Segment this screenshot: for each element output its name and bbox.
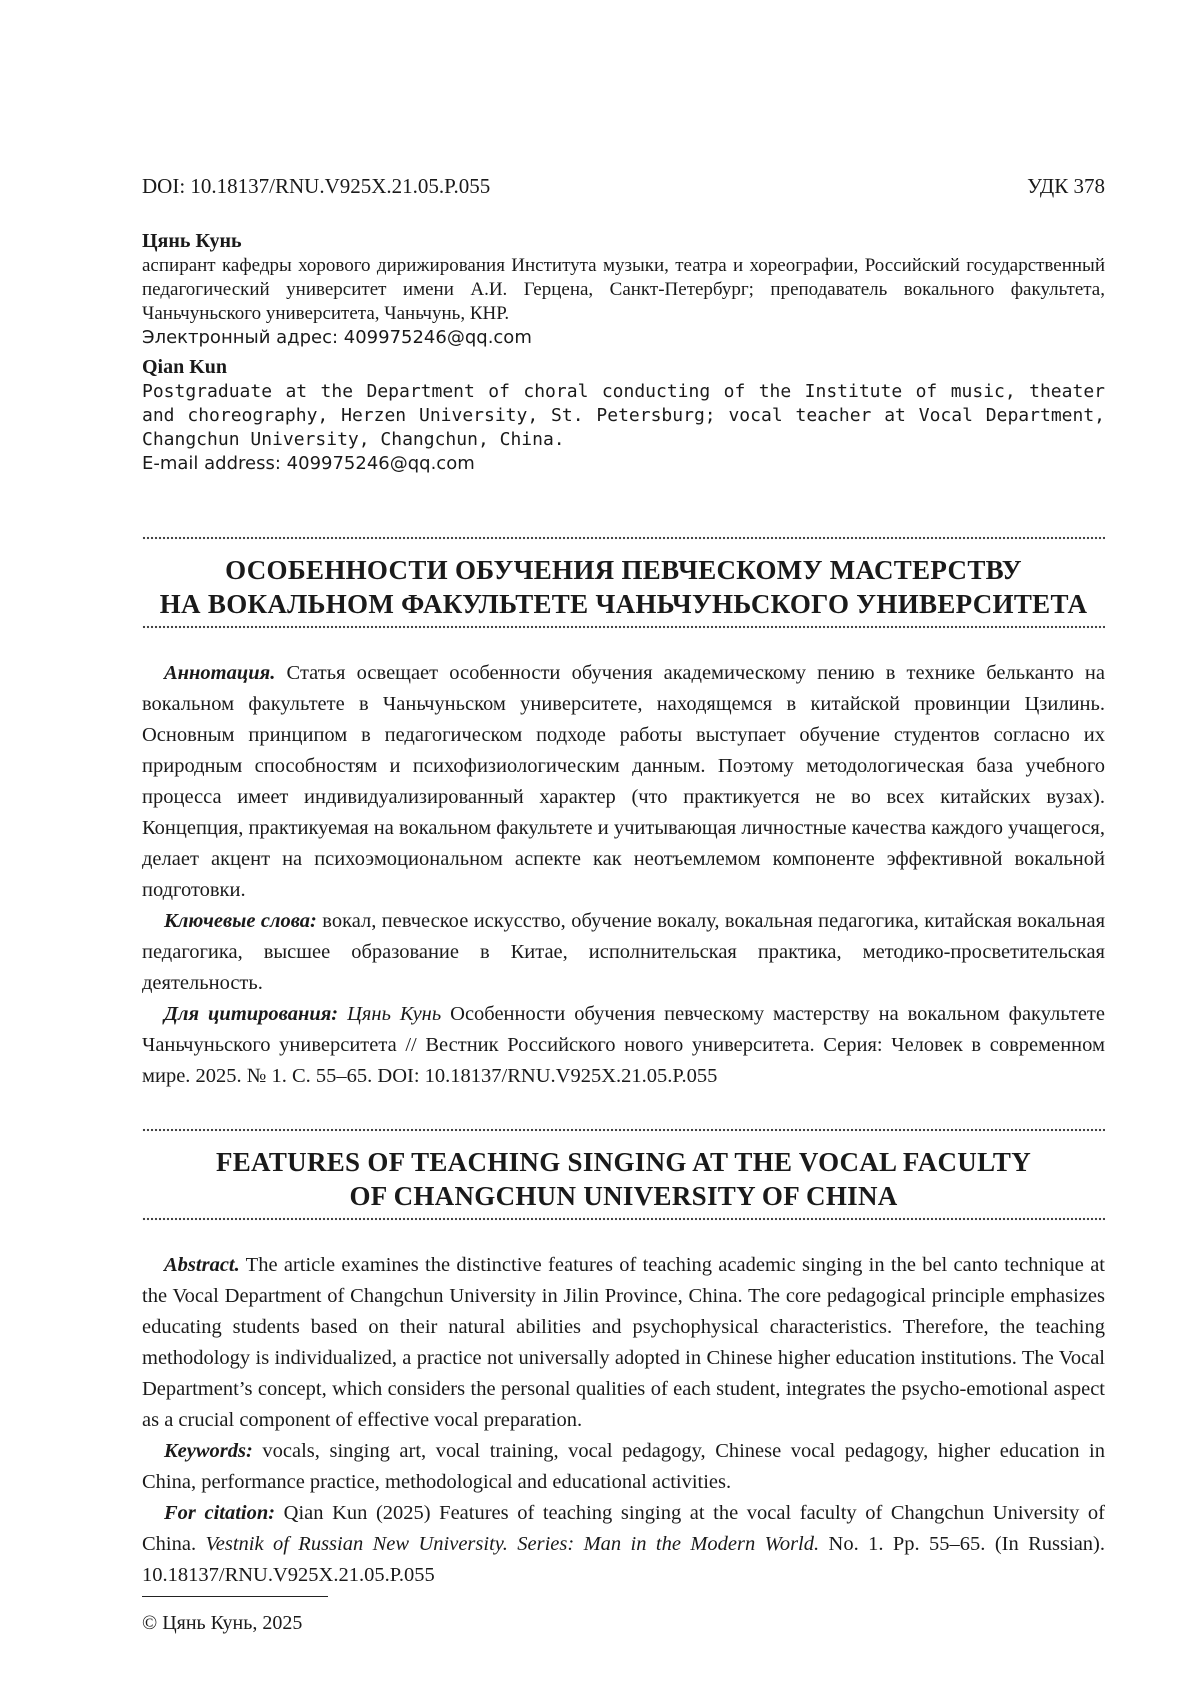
copyright-footnote: © Цянь Кунь, 2025 — [142, 1612, 303, 1634]
author-email-en: E-mail address: 409975246@qq.com — [142, 453, 475, 474]
title-en — [142, 1145, 1105, 1213]
author-name-ru: Цянь Кунь — [142, 230, 242, 252]
divider-rule — [142, 1217, 1105, 1224]
citation-label-en: For citation: — [164, 1502, 276, 1524]
footnote-rule — [142, 1596, 328, 1597]
author-ru — [142, 228, 1105, 350]
abstract-en — [142, 1250, 1105, 1436]
keywords-en — [142, 1436, 1105, 1498]
title-en-line1: FEATURES OF TEACHING SINGING AT THE VOCAL FACULTY — [215, 1147, 1032, 1177]
abstract-text-ru: Статья освещает особенности обучения академическому пению в технике бельканто на вокальном факультете в Чаньчуньском университете, находящемся в китайской провинции Цзилинь. Основным принципом в педагогическом подходе работы выступает обучение студентов согласно их природным способностям и психофизиологическим данным. Поэтому методологическая база учебного процесса имеет индивидуализированный характер (что практикуется не во всех китайских вузах). Концепция, практикуемая на вокальном факультете и учитывающая личностные качества каждого учащегося, делает акцент на психоэмоциональном аспекте как неотъемлемом компоненте эффективной вокальной подготовки. — [142, 662, 1105, 901]
keywords-label-ru: Ключевые слова: — [164, 910, 317, 932]
title-en-line2: OF CHANGCHUN UNIVERSITY OF CHINA — [349, 1181, 898, 1211]
citation-text-en-2: No. 1. Pp. 55–65. (In Russian). 10.18137/RNU.V925X.21.05.P.055 — [142, 1533, 1106, 1586]
abstract-text-en: The article examines the distinctive features of teaching academic singing in the bel canto technique at the Vocal Department of Changchun University in Jilin Province, China. The core pedagogical principle emphasizes educating students based on their natural abilities and psychophysical characteristics. Therefore, the teaching methodology is individualized, a practice not universally adopted in Chinese higher education institutions. The Vocal Department’s concept, which considers the personal qualities of each student, integrates the psycho-emotional aspect as a crucial component of effective vocal preparation. — [142, 1254, 1105, 1431]
author-affiliation-en: Postgraduate at the Department of choral conducting of the Institute of music, theater and choreography, Herzen University, St. Petersburg; vocal teacher at Vocal Department, Changchun University, Changchun, China. — [142, 381, 1105, 450]
keywords-label-en: Keywords: — [164, 1440, 253, 1462]
author-email-ru: Электронный адрес: 409975246@qq.com — [142, 327, 532, 348]
title-ru-line1: ОСОБЕННОСТИ ОБУЧЕНИЯ ПЕВЧЕСКОМУ МАСТЕРСТВУ — [225, 555, 1022, 585]
divider-rule — [142, 536, 1105, 543]
author-info — [142, 228, 1105, 476]
keywords-text-en: vocals, singing art, vocal training, vocal pedagogy, Chinese vocal pedagogy, higher education in China, performance practice, methodological and educational activities. — [142, 1440, 1105, 1493]
author-affiliation-ru: аспирант кафедры хорового дирижирования Института музыки, театра и хореографии, Российский государственный педагогический университет имени А.И. Герцена, Санкт-Петербург; преподаватель вокального факультета, Чаньчуньского университета, Чаньчунь, КНР. — [142, 255, 1105, 324]
citation-text-en-1: Qian Kun (2025) Features of teaching singing at the vocal faculty of Changchun University of China. — [142, 1502, 1106, 1555]
abstract-section-ru — [142, 658, 1105, 1092]
citation-en — [142, 1498, 1105, 1591]
abstract-ru — [142, 658, 1105, 906]
udk-text: УДК 378 — [1027, 174, 1105, 198]
citation-author-ru: Цянь Кунь — [338, 1003, 442, 1025]
citation-text-ru: Особенности обучения певческому мастерству на вокальном факультете Чаньчуньского университета // Вестник Российского нового университета. Серия: Человек в современном мире. 2025. № 1. С. 55–65. DOI: 10.18137/RNU.V925X.21.05.P.055 — [142, 1003, 1105, 1087]
abstract-section-en — [142, 1250, 1105, 1591]
author-name-en: Qian Kun — [142, 356, 228, 378]
abstract-label-en: Abstract. — [164, 1254, 240, 1276]
abstract-label-ru: Аннотация. — [164, 662, 276, 684]
keywords-ru — [142, 906, 1105, 999]
title-ru-line2: НА ВОКАЛЬНОМ ФАКУЛЬТЕТЕ ЧАНЬЧУНЬСКОГО УНИВЕРСИТЕТА — [159, 589, 1088, 619]
citation-label-ru: Для цитирования: — [164, 1003, 339, 1025]
citation-journal-en: Vestnik of Russian New University. Series: Man in the Modern World. — [205, 1533, 820, 1555]
divider-rule — [142, 625, 1105, 632]
doi-text: DOI: 10.18137/RNU.V925X.21.05.P.055 — [142, 174, 491, 198]
keywords-text-ru: вокал, певческое искусство, обучение вокалу, вокальная педагогика, китайская вокальная педагогика, высшее образование в Китае, исполнительская практика, методико-просветительская деятельность. — [142, 910, 1105, 994]
page-header — [142, 174, 1105, 199]
divider-rule — [142, 1128, 1105, 1135]
author-en — [142, 354, 1105, 476]
citation-ru — [142, 999, 1105, 1092]
title-ru — [142, 553, 1105, 621]
